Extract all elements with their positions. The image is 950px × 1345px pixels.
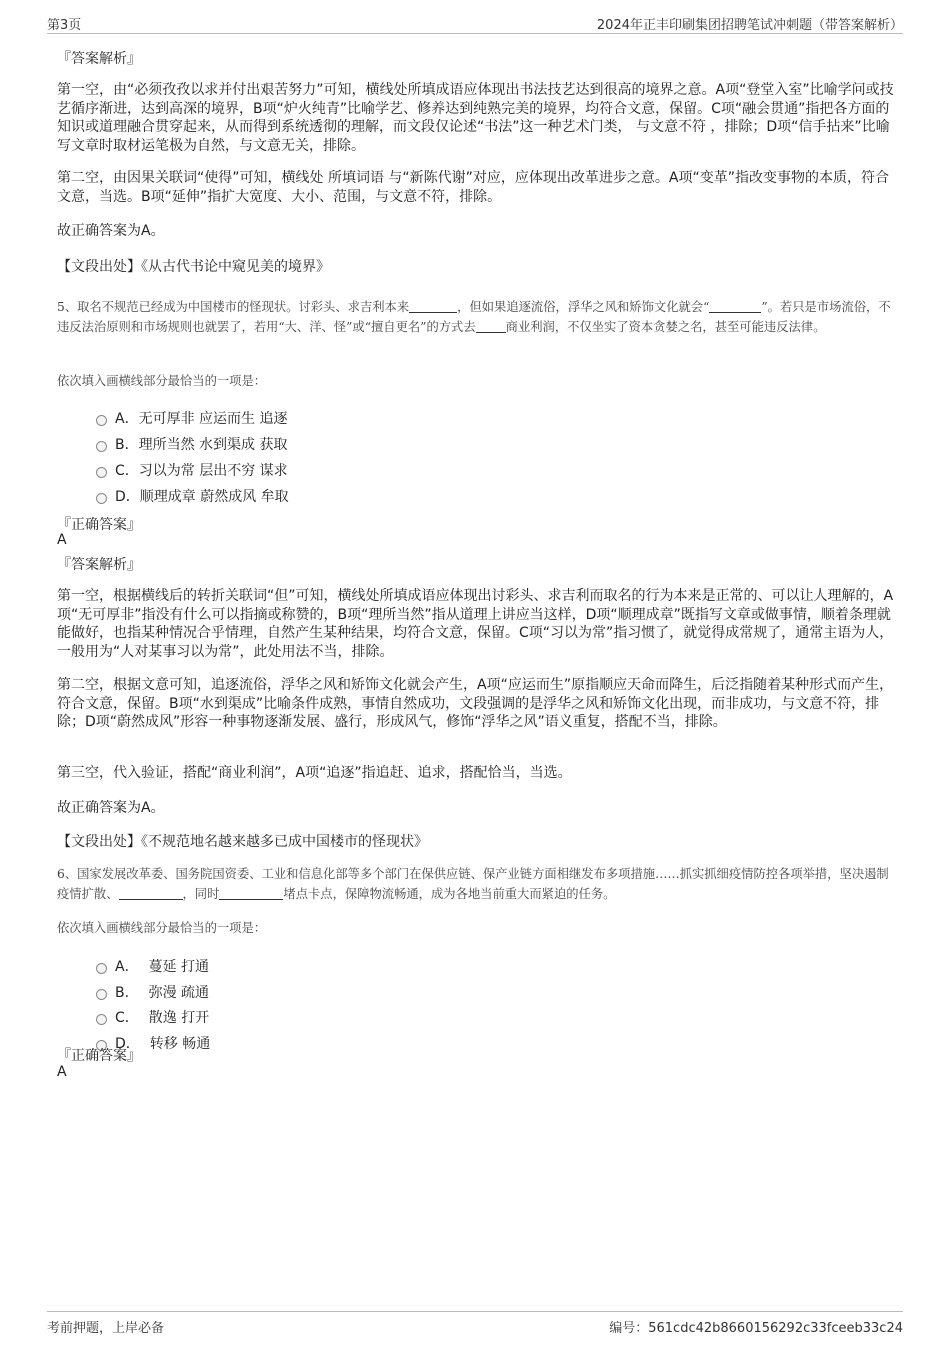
option-letter: D． — [115, 489, 140, 505]
q5-blank-3 — [476, 320, 506, 333]
document-code — [609, 1317, 903, 1336]
option-letter: A． — [115, 959, 139, 975]
option-text: 蔓延 打通 — [148, 959, 210, 975]
q6-blank-1 — [119, 887, 183, 900]
q6-stem-part: 6、国家发展改革委、国务院国资委、工业和信息化部等多个部门在保供应链、保产业链方面相继发布多项措施……抓实抓细疫情防控各项举措，坚决遏制疫情扩散、 — [57, 867, 889, 901]
q6-option-c[interactable] — [96, 1007, 209, 1027]
q4-analysis-label: 『答案解析』 — [57, 51, 141, 67]
q5-analysis-label: 『答案解析』 — [57, 557, 141, 573]
document-code-value: 561cdc42b8660156292c33fceeb33c24 — [648, 1321, 903, 1336]
q4-source-title: 《从古代书论中窥见美的境界》 — [141, 259, 330, 275]
q6-stem-part: 堵点卡点，保障物流畅通，成为各地当前重大而紧迫的任务。 — [283, 886, 616, 901]
q5-option-c[interactable] — [96, 460, 288, 480]
option-text: 无可厚非 应运而生 追逐 — [138, 411, 288, 427]
q6-instruction: 依次填入画横线部分最恰当的一项是： — [57, 921, 267, 935]
radio-icon[interactable] — [96, 493, 107, 504]
q4-conclusion: 故正确答案为A。 — [57, 223, 165, 239]
q5-analysis-p3: 第三空，代入验证，搭配“商业利润”，A项“追逐”指追赶、追求，搭配恰当，当选。 — [57, 765, 572, 781]
header-divider — [47, 33, 903, 34]
q5-option-a[interactable] — [96, 408, 287, 428]
q5-answer: A — [57, 532, 67, 548]
q5-blank-1 — [409, 300, 457, 313]
radio-icon[interactable] — [96, 989, 107, 1000]
q5-stem-part: 5、取名不规范已经成为中国楼市的怪现状。讨彩头、求吉利本来 — [57, 300, 410, 314]
q6-option-b[interactable] — [96, 982, 209, 1002]
option-letter: C． — [115, 1010, 139, 1026]
option-letter: A． — [115, 411, 139, 427]
option-text: 散逸 打开 — [148, 1010, 210, 1026]
option-text: 顺理成章 蔚然成风 牟取 — [139, 489, 289, 505]
q5-analysis-p2: 第二空，根据文意可知，追逐流俗，浮华之风和矫饰文化就会产生，A项“应运而生”原指顺应天命而降生，后泛指随着某种形式而产生，符合文意，保留。B项“水到渠成”比喻条件成熟，事情自然成功，文段强调的是浮华之风和矫饰文化出现，而非成功，与文意不符，排除；D项“蔚然成风”形容一种事物逐渐发展、盛行，形成风气，修饰“浮华之风”语义重复，搭配不当，排除。 — [57, 677, 894, 731]
q5-source-label: 【文段出处】 — [57, 834, 141, 850]
q6-stem — [57, 865, 895, 904]
option-text: 理所当然 水到渠成 获取 — [138, 437, 288, 453]
q5-stem-part: ，但如果追逐流俗，浮华之风和矫饰文化就会“ — [457, 300, 710, 314]
q4-analysis-p1: 第一空，由“必须孜孜以求并付出艰苦努力”可知，横线处所填成语应体现出书法技艺达到很高的境界之意。A项“登堂入室”比喻学问或技艺循序渐进，达到高深的境界，B项“炉火纯青”比喻学艺、修养达到纯熟完美的境界，均符合文意，保留。C项“融会贯通”指把各方面的知识或道理融合贯穿起来，从而得到系统透彻的理解，而文段仅论述“书法”这一种艺术门类， 与文意不符 ，排除；D项“信手拈来”比喻写文章时取材运笔极为自然，与文意无关，排除。 — [57, 82, 894, 154]
q5-stem — [57, 298, 895, 337]
q5-stem-part: ”。若只是市场流俗，不违反法治原则和市场规则也就罢了，若用“大、洋、怪”或“擅自更名”的方式去 — [57, 300, 891, 334]
option-letter: B． — [115, 985, 139, 1001]
option-text: 转移 畅通 — [149, 1036, 211, 1052]
q6-option-a[interactable] — [96, 956, 209, 976]
radio-icon[interactable] — [96, 415, 107, 426]
q6-answer-label: 『正确答案』 — [57, 1048, 141, 1064]
radio-icon[interactable] — [96, 963, 107, 974]
footer-divider — [47, 1311, 903, 1312]
q4-source-label: 【文段出处】 — [57, 259, 141, 275]
q6-answer: A — [57, 1064, 67, 1080]
option-text: 习以为常 层出不穷 谋求 — [138, 463, 288, 479]
q4-source — [57, 256, 330, 276]
option-text: 弥漫 疏通 — [148, 985, 210, 1001]
document-code-label: 编号： — [609, 1321, 649, 1336]
q5-instruction: 依次填入画横线部分最恰当的一项是： — [57, 374, 267, 388]
q5-option-b[interactable] — [96, 434, 288, 454]
q5-stem-part: 商业利润，不仅坐实了资本贪婪之名，甚至可能违反法律。 — [505, 319, 826, 334]
q4-analysis-p2: 第二空，由因果关联词“使得”可知，横线处 所填词语 与“新陈代谢”对应，应体现出改革进步之意。A项“变革”指改变事物的本质，符合文意，当选。B项“延伸”指扩大宽度、大小、范围，与文意不符，排除。 — [57, 170, 889, 205]
q5-blank-2 — [709, 300, 761, 313]
q5-answer-label: 『正确答案』 — [57, 517, 141, 533]
radio-icon[interactable] — [96, 441, 107, 452]
radio-icon[interactable] — [96, 467, 107, 478]
option-letter: B． — [115, 437, 139, 453]
footer-slogan: 考前押题，上岸必备 — [47, 1321, 165, 1336]
q6-blank-2 — [219, 887, 283, 900]
q5-analysis-p1: 第一空，根据横线后的转折关联词“但”可知，横线处所填成语应体现出讨彩头、求吉利而取名的行为本来是正常的、可以让人理解的，A项“无可厚非”指没有什么可以指摘或称赞的，B项“理所当然”指从道理上讲应当这样，D项“顺理成章”既指写文章或做事情，顺着条理就能做好，也指某种情况合乎情理，自然产生某种结果，均符合文意，保留。C项“习以为常”指习惯了，就觉得成常规了，通常主语为人，一般用为“人对某事习以为常”，此处用法不当，排除。 — [57, 588, 894, 660]
page-number: 第3页 — [47, 18, 82, 33]
q5-source — [57, 831, 428, 851]
q5-conclusion: 故正确答案为A。 — [57, 800, 165, 816]
document-title: 2024年正丰印刷集团招聘笔试冲刺题（带答案解析） — [596, 18, 903, 33]
option-letter: D． — [115, 1036, 140, 1052]
q5-option-d[interactable] — [96, 486, 289, 506]
option-letter: C． — [115, 463, 139, 479]
q6-stem-part: ，同时 — [182, 886, 220, 901]
q5-source-title: 《不规范地名越来越多已成中国楼市的怪现状》 — [141, 834, 428, 850]
radio-icon[interactable] — [96, 1014, 107, 1025]
